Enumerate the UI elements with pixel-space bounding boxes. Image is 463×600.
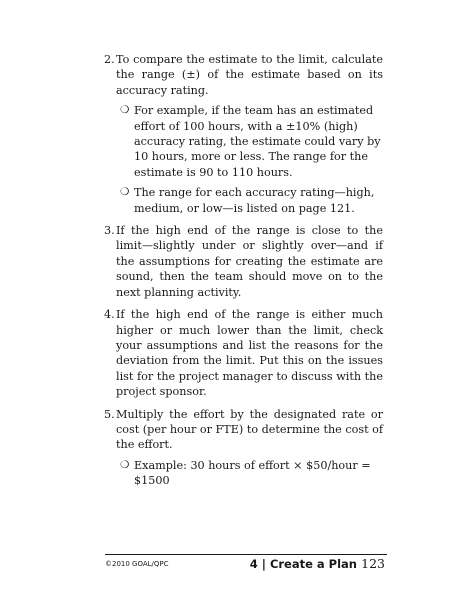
sub-item-text: The range for each accuracy rating—high, medium, or low—is listed on page 121. — [134, 186, 375, 215]
item-number: 2. — [104, 53, 115, 66]
sub-list — [116, 458, 383, 489]
sub-item — [116, 103, 383, 180]
sub-list — [116, 103, 383, 216]
sub-item-text: For example, if the team has an estimated effort of 100 hours, with a ±10% (high) accuracy rating, the estimate could vary by 10 hours, more or less. The range for the estimate is 90 to 110 hours. — [134, 104, 381, 179]
circle-bullet-icon: ❍ — [120, 186, 130, 199]
list-item-5 — [104, 407, 383, 489]
item-number: 4. — [104, 308, 115, 322]
copyright-notice: ©2010 GOAL/QPC — [105, 560, 169, 568]
sub-item — [116, 185, 383, 216]
list-item-4 — [104, 307, 383, 399]
item-number: 5. — [104, 407, 115, 421]
body-content — [104, 52, 383, 496]
page-number: 123 — [361, 556, 385, 571]
item-number: 3. — [104, 224, 115, 238]
sub-item — [116, 458, 383, 489]
circle-bullet-icon: ❍ — [120, 104, 130, 117]
chapter-title: 4 | Create a Plan — [249, 557, 357, 571]
item-text: If the high end of the range is close to the limit—slightly under or slightly over—and if the assumptions for creating the estimate are sound, then the team should move on to the next planning activity. — [116, 224, 383, 299]
page-footer — [105, 554, 387, 573]
circle-bullet-icon: ❍ — [120, 458, 130, 471]
item-text: Multiply the effort by the designated rate or cost (per hour or FTE) to determine the cost of the effort. — [116, 407, 383, 452]
list-item-2 — [104, 52, 383, 216]
sub-item-text: Example: 30 hours of effort × $50/hour = $1500 — [134, 458, 371, 488]
list-item-3 — [104, 223, 383, 300]
item-text: To compare the estimate to the limit, calculate the range (±) of the estimate based on its accuracy rating. — [116, 53, 383, 97]
item-text: If the high end of the range is either much higher or much lower than the limit, check your assumptions and list the reasons for the deviation from the limit. Put this on the issues list for the project manager to discuss with the project sponsor. — [116, 308, 383, 399]
